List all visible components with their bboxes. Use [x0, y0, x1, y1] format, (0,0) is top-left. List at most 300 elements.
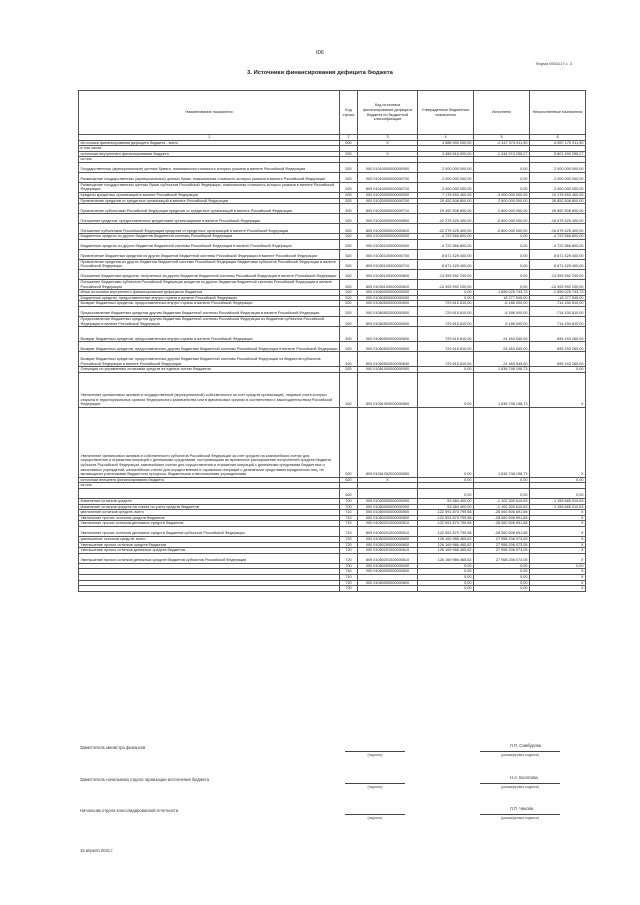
row-line-code: 520 [340, 172, 358, 182]
signature-caption: (подпись) [367, 816, 383, 820]
row-unexecuted: Х [530, 372, 586, 407]
row-approved: 53 384 400,00 [418, 498, 474, 504]
table-row [79, 214, 586, 224]
row-executed: -5 600 000 000,00 [474, 224, 530, 234]
row-indicator-name: Уменьшение прочих остатков средств бюджетов [79, 542, 340, 548]
row-source-code: 000 01020000000000000 [358, 193, 418, 199]
signature-caption: (подпись) [367, 785, 383, 789]
table-row [79, 172, 586, 182]
name-line [480, 751, 560, 752]
row-indicator-name: Привлечение бюджетных кредитов из других бюджетов бюджетной системы Российской Федерации в валюте Российской Федерации [79, 249, 340, 259]
row-executed: 0,00 [474, 488, 530, 498]
row-indicator-name: Погашение кредитов, предоставленных кредитными организациями в валюте Российской Федерации [79, 214, 340, 224]
name-line [480, 783, 560, 784]
column-number: 4 [418, 135, 474, 141]
row-line-code: 520 [340, 352, 358, 367]
row-unexecuted: 2 000 000 000,00 [530, 172, 586, 182]
row-executed: 0,00 [474, 249, 530, 259]
row-source-code: 000 01050201000000610 [358, 548, 418, 554]
row-source-code: Х [358, 151, 418, 157]
financing-sources-table [78, 90, 586, 592]
row-approved: -122 591 870 799,58 [418, 515, 474, 521]
row-approved: -729 615 810,00 [418, 307, 474, 317]
row-indicator-name: Бюджетные кредиты из других бюджетов бюджетной системы Российской Федерации [79, 234, 340, 240]
row-approved: 0,00 [418, 477, 474, 483]
row-executed: 6 186 000,00 [474, 317, 530, 327]
row-unexecuted: 695 153 265,00 [530, 352, 586, 367]
row-indicator-name: Изменение остатков средств [79, 498, 340, 504]
row-approved: 729 615 810,00 [418, 352, 474, 367]
row-line-code: 520 [340, 198, 358, 204]
row-source-code: 809 01050201020000510 [358, 526, 418, 536]
row-executed: -5 600 000 000,00 [474, 214, 530, 224]
row-approved: -122 591 870 799,58 [418, 526, 474, 536]
row-indicator-name: Предоставление бюджетных кредитов другим бюджетам бюджетной системы Российской Федерации из бюджетов субъектов Российской Федерации в валюте Российской Федерации [79, 317, 340, 327]
row-unexecuted: -13 393 992 200,00 [530, 270, 586, 280]
row-indicator-name: Размещение государственных ценных бумаг субъектов Российской Федерации, номинальная стоимость которых указана в валюте Российской Федерации [79, 182, 340, 192]
row-approved: -13 393 992 200,00 [418, 270, 474, 280]
row-executed: -1 344 974 256,27 [474, 151, 530, 157]
row-approved: 0,00 [418, 563, 474, 569]
row-executed: 2 600 000 000,00 [474, 198, 530, 204]
row-indicator-name: Бюджетные кредиты из других бюджетов бюджетной системы Российской Федерации в валюте Российской Федерации [79, 239, 340, 249]
row-unexecuted: 8 671 425 400,00 [530, 259, 586, 269]
row-source-code: 000 01050000000000600 [358, 536, 418, 542]
row-unexecuted: -13 393 992 200,00 [530, 280, 586, 290]
row-approved: -4 722 566 800,00 [418, 234, 474, 240]
row-indicator-name: Возврат бюджетных кредитов, предоставленных внутри страны в валюте Российской Федерации [79, 301, 340, 307]
row-executed: 0,00 [474, 280, 530, 290]
row-source-code: Х [358, 477, 418, 483]
row-unexecuted: Х [530, 515, 586, 521]
row-indicator-name: Предоставление бюджетных кредитов другим бюджетам бюджетной системы Российской Федерации в валюте Российской Федерации [79, 307, 340, 317]
row-approved: 7 176 653 400,00 [418, 193, 474, 199]
row-line-code: 520 [340, 204, 358, 214]
row-unexecuted: 26 852 508 800,00 [530, 204, 586, 214]
row-unexecuted: 2 000 000 000,00 [530, 182, 586, 192]
row-executed: 24 463 545,00 [474, 352, 530, 367]
row-line-code: 710 [340, 521, 358, 527]
row-line-code: 720 [340, 548, 358, 554]
row-source-code: 809 01061003020000550 [358, 372, 418, 407]
name-caption: (расшифровка подписи) [500, 785, 540, 789]
row-line-code: 520 [340, 234, 358, 240]
row-executed: 0,00 [474, 477, 530, 483]
row-source-code: 000 01030000000000000 [358, 234, 418, 240]
row-indicator-name: Возврат бюджетных кредитов, предоставленных другим бюджетам бюджетной системы Российской Федерации из бюджетов субъектов Российской Федерации в валюте Российской Федерации [79, 352, 340, 367]
row-approved: 8 671 425 400,00 [418, 259, 474, 269]
row-executed: 0,00 [474, 270, 530, 280]
row-approved: -122 591 870 799,58 [418, 510, 474, 516]
row-source-code: 000 01060500000000000 [358, 295, 418, 301]
row-executed: 24 463 545,00 [474, 327, 530, 342]
row-executed: 0,00 [474, 162, 530, 172]
row-unexecuted: 0,00 [530, 563, 586, 569]
row-line-code: 520 [340, 214, 358, 224]
row-executed: 0,00 [474, 239, 530, 249]
row-unexecuted: Х [530, 521, 586, 527]
row-source-code: 000 01060502000000600 [358, 342, 418, 352]
row-approved: 8 671 425 400,00 [418, 249, 474, 259]
row-line-code: 700 [340, 563, 358, 569]
table-row [79, 162, 586, 172]
row-indicator-name: Размещение государственных (муниципальных) ценных бумаг, номинальная стоимость которых указана в валюте Российской Федерации [79, 172, 340, 182]
row-source-code: 000 01060500000000600 [358, 301, 418, 307]
form-code: Форма 0503117 с. 3 [535, 61, 572, 66]
table-row [79, 307, 586, 317]
row-unexecuted: Х [530, 536, 586, 542]
row-line-code: 720 [340, 542, 358, 548]
header-source-code: Код источника финансирования дефицита бюджета по бюджетной классификации [358, 91, 418, 135]
row-executed: -1 102 300 610,63 [474, 504, 530, 510]
row-approved: 0,00 [418, 574, 474, 580]
row-line-code: 520 [340, 270, 358, 280]
row-line-code: 710 [340, 569, 358, 575]
row-source-code: 000 01060500000000600 [358, 327, 418, 342]
row-executed: -6 186 000,00 [474, 301, 530, 307]
row-line-code: 720 [340, 536, 358, 542]
signature-caption: (подпись) [367, 753, 383, 757]
row-executed: 27 958 206 073,05 [474, 548, 530, 554]
row-approved: 53 384 400,00 [418, 504, 474, 510]
row-unexecuted: -16 675 425 400,00 [530, 224, 586, 234]
row-source-code: 000 01020000000000700 [358, 198, 418, 204]
row-approved: 0,00 [418, 295, 474, 301]
row-indicator-name: уменьшение остатков средств, всего [79, 536, 340, 542]
row-unexecuted: -4 722 566 800,00 [530, 234, 586, 240]
row-unexecuted: -18 277 545,00 [530, 295, 586, 301]
row-line-code: 520 [340, 193, 358, 199]
row-indicator-name: Изменение остатков средств на счетах по учету средств бюджетов [79, 504, 340, 510]
row-unexecuted: 6 857 175 911,90 [530, 140, 586, 146]
row-source-code: 809 01030100020000710 [358, 259, 418, 269]
row-unexecuted: Х [530, 574, 586, 580]
row-source-code [358, 488, 418, 498]
row-approved: 2 000 000 000,00 [418, 172, 474, 182]
row-approved: -122 591 870 799,58 [418, 521, 474, 527]
signatory-name: Н.А. Болотова [510, 775, 538, 780]
row-executed: 0,00 [474, 569, 530, 575]
row-unexecuted: 695 153 265,00 [530, 342, 586, 352]
table-row [79, 182, 586, 192]
row-indicator-name [79, 488, 340, 498]
table-row [79, 352, 586, 367]
row-indicator-name: Государственные (муниципальные) ценные бумаги, номинальная стоимость которых указана в валюте Российской Федерации [79, 162, 340, 172]
row-source-code: 809 01030100020000810 [358, 280, 418, 290]
row-executed: -28 060 506 691,68 [474, 526, 530, 536]
row-indicator-name: Привлечение кредитов из других бюджетов бюджетной системы Российской Федерации бюджетами субъектов Российской Федерации в валюте Российской Федерации [79, 259, 340, 269]
row-source-code: 809 01060502020000540 [358, 317, 418, 327]
row-approved: 0,00 [418, 372, 474, 407]
row-source-code: 000 01010000000000700 [358, 172, 418, 182]
table-row [79, 488, 586, 498]
signatory-title: Заместитель начальника отдела гарнизации исполнения бюджета [80, 777, 210, 782]
row-executed: -2 447 074 911,90 [474, 140, 530, 146]
table-row [79, 239, 586, 249]
row-source-code [358, 586, 418, 592]
row-line-code: 620 [340, 488, 358, 498]
row-unexecuted: Х [530, 553, 586, 563]
row-unexecuted: 8 671 425 400,00 [530, 249, 586, 259]
row-approved: 0,00 [418, 580, 474, 586]
row-indicator-name: в том числе: [79, 146, 340, 152]
column-number: 3 [358, 135, 418, 141]
row-executed: 0,00 [474, 234, 530, 240]
row-source-code: 000 01060000000000000 [358, 290, 418, 296]
table-row [79, 342, 586, 352]
row-line-code: 520 [340, 224, 358, 234]
row-source-code: 000 01060000000000600 [358, 580, 418, 586]
row-approved: 2 000 000 000,00 [418, 162, 474, 172]
row-line-code: 720 [340, 553, 358, 563]
row-executed: 27 958 206 073,05 [474, 553, 530, 563]
row-approved: 4 456 516 000,00 [418, 151, 474, 157]
table-row [79, 270, 586, 280]
row-line-code: 710 [340, 515, 358, 521]
row-source-code: 809 01020000020000810 [358, 224, 418, 234]
name-caption: (расшифровка подписи) [500, 753, 540, 757]
row-approved: 126 169 986 465,62 [418, 553, 474, 563]
row-indicator-name: из них: [79, 483, 340, 489]
signature-line [345, 783, 405, 784]
row-indicator-name: Погашение бюджетами субъектов Российской Федерации кредитов из других бюджетов бюджетной системы Российской Федерации в валюте Российской Федерации [79, 280, 340, 290]
table-row [79, 204, 586, 214]
row-line-code: 520 [340, 407, 358, 477]
table-row [79, 259, 586, 269]
page-number: t06 [316, 50, 324, 56]
row-source-code: 000 01050200000000600 [358, 542, 418, 548]
row-line-code: 520 [340, 151, 358, 157]
row-line-code: 710 [340, 526, 358, 536]
row-line-code: 520 [340, 367, 358, 373]
row-unexecuted: 0,00 [530, 367, 586, 373]
row-executed: 1 636 748 198,73 [474, 407, 530, 477]
row-unexecuted: 1 155 685 010,63 [530, 504, 586, 510]
row-approved: -22 275 425 400,00 [418, 224, 474, 234]
row-indicator-name: Увеличение прочих остатков денежных средств бюджетов [79, 521, 340, 527]
table-header-row [79, 91, 586, 135]
row-executed: 24 463 545,00 [474, 342, 530, 352]
row-line-code: 620 [340, 477, 358, 483]
table-row [79, 407, 586, 477]
row-unexecuted: -4 722 566 800,00 [530, 239, 586, 249]
row-unexecuted: -16 675 425 400,00 [530, 214, 586, 224]
row-executed: -6 186 000,00 [474, 307, 530, 317]
section-title: 3. Источники финансирования дефицита бюджета [247, 70, 393, 76]
row-line-code: 720 [340, 580, 358, 586]
column-number: 2 [340, 135, 358, 141]
row-executed: -28 060 506 691,68 [474, 521, 530, 527]
row-source-code: 000 01030100000000700 [358, 249, 418, 259]
row-executed: 0,00 [474, 172, 530, 182]
row-executed: 18 277 545,00 [474, 295, 530, 301]
row-indicator-name: Уменьшение прочих остатков денежных средств бюджетов [79, 548, 340, 554]
row-executed: 0,00 [474, 574, 530, 580]
row-indicator-name: Увеличение прочих остатков денежных средств бюджетов субъектов Российской Федерации [79, 526, 340, 536]
row-unexecuted: 714 430 810,00 [530, 317, 586, 327]
row-line-code: 710 [340, 510, 358, 516]
row-indicator-name: увеличение остатков средств, всего [79, 510, 340, 516]
row-indicator-name: Иные источники внутреннего финансирования дефицитов бюджетов [79, 290, 340, 296]
row-approved: 0,00 [418, 407, 474, 477]
row-source-code: 000 01050000000000500 [358, 510, 418, 516]
row-source-code: 000 01050200000000500 [358, 515, 418, 521]
row-source-code: 000 01030100000000800 [358, 270, 418, 280]
row-line-code: 500 [340, 140, 358, 146]
table-row [79, 586, 586, 592]
row-approved: 4 588 900 000,00 [418, 140, 474, 146]
row-indicator-name: Бюджетные кредиты, предоставленные внутри страны в валюте Российской Федерации [79, 295, 340, 301]
row-approved: 0,00 [418, 367, 474, 373]
row-unexecuted: 0,00 [530, 488, 586, 498]
row-approved: 29 452 508 800,00 [418, 198, 474, 204]
row-approved: -4 722 566 800,00 [418, 239, 474, 249]
row-indicator-name: Уменьшение прочих остатков денежных средств бюджетов субъектов Российской Федерации [79, 553, 340, 563]
row-unexecuted: -1 655 025 743,73 [530, 290, 586, 296]
row-executed: -28 060 506 691,68 [474, 510, 530, 516]
row-executed: -3 000 000 000,00 [474, 193, 530, 199]
row-source-code: 000 01000000000000000 [358, 498, 418, 504]
row-unexecuted: Х [530, 569, 586, 575]
row-approved: 0,00 [418, 488, 474, 498]
row-unexecuted: Х [530, 526, 586, 536]
signature-line [345, 814, 405, 815]
row-line-code: 520 [340, 342, 358, 352]
row-approved: 126 169 986 465,62 [418, 548, 474, 554]
table-row [79, 224, 586, 234]
table-body [79, 140, 586, 591]
row-line-code: 520 [340, 290, 358, 296]
row-indicator-name: Привлечение субъектами Российской Федерации кредитов от кредитных организаций в валюте Российской Федерации [79, 204, 340, 214]
row-indicator-name: из них: [79, 157, 340, 163]
row-executed: 2 600 000 000,00 [474, 204, 530, 214]
row-unexecuted: Х [530, 407, 586, 477]
row-approved: 729 615 810,00 [418, 317, 474, 327]
row-indicator-name: источники внешнего финансирования бюджета [79, 477, 340, 483]
row-source-code: 000 01060000000000500 [358, 569, 418, 575]
row-executed: 27 958 206 073,05 [474, 536, 530, 542]
row-executed: 0,00 [474, 580, 530, 586]
row-unexecuted: Х [530, 548, 586, 554]
row-executed: -1 102 300 610,63 [474, 498, 530, 504]
row-unexecuted: -714 430 810,00 [530, 307, 586, 317]
row-approved: 729 615 810,00 [418, 301, 474, 307]
column-number: 1 [79, 135, 340, 141]
row-line-code: 520 [340, 239, 358, 249]
row-unexecuted: Х [530, 542, 586, 548]
signatory-name: Л.П. Самбурова [510, 743, 541, 748]
row-unexecuted: 10 176 653 400,00 [530, 193, 586, 199]
row-indicator-name: Кредиты кредитных организаций в валюте Российской Федерации [79, 193, 340, 199]
row-source-code: 000 01020000000000800 [358, 214, 418, 224]
row-line-code: 720 [340, 586, 358, 592]
row-source-code: Х [358, 140, 418, 146]
table-row [79, 327, 586, 342]
row-source-code: 809 01020000020000710 [358, 204, 418, 214]
row-approved: 29 452 508 800,00 [418, 204, 474, 214]
row-indicator-name: Увеличение финансовых активов в собственности субъектов Российской Федерации за счет средств на казначейских счетах для осуществления и отражения операций с денежными средствами, поступающими во временное распоряжение получателей средств бюджета субъекта Российской Федерации, казначейских счетах для осуществления и отражения операций с денежными средствами бюджетных и автономных учреждений, казначейских счетах для осуществления и отражения операций с денежными средствами юридических лиц, не являющихся участниками бюджетного процесса, бюджетными и автономными учреждениями [79, 407, 340, 477]
signatory-name: Л.П. Чакова [510, 806, 534, 811]
row-indicator-name: Источники финансирования дефицита бюджета - всего [79, 140, 340, 146]
row-source-code: 000 01060502000000500 [358, 307, 418, 317]
row-unexecuted: 5 801 490 256,27 [530, 151, 586, 157]
row-line-code: 520 [340, 280, 358, 290]
header-approved: Утвержденные бюджетные назначения [418, 91, 474, 135]
row-line-code: 520 [340, 317, 358, 327]
row-line-code: 520 [340, 327, 358, 342]
header-line-code: Код строки [340, 91, 358, 135]
row-approved: 2 000 000 000,00 [418, 182, 474, 192]
row-executed: 0,00 [474, 259, 530, 269]
row-executed: 1 655 025 743,73 [474, 290, 530, 296]
column-number: 5 [474, 135, 530, 141]
name-line [480, 814, 560, 815]
row-line-code: 520 [340, 295, 358, 301]
table-row [79, 372, 586, 407]
row-source-code: 000 01050000000000000 [358, 504, 418, 510]
row-source-code: 809 01010000020000710 [358, 182, 418, 192]
report-date: 15 апреля 2021 г. [80, 848, 114, 853]
row-line-code: 520 [340, 162, 358, 172]
row-line-code: 700 [340, 504, 358, 510]
row-line-code: 520 [340, 259, 358, 269]
row-source-code: 000 01060000000000000 [358, 563, 418, 569]
row-line-code: 520 [340, 301, 358, 307]
header-executed: Исполнено [474, 91, 530, 135]
header-indicator-name: Наименование показателя [79, 91, 340, 135]
row-approved: 126 169 986 465,62 [418, 542, 474, 548]
row-executed: 27 958 206 073,05 [474, 542, 530, 548]
table-row [79, 249, 586, 259]
signatory-title: Заместитель министра финансов [80, 745, 146, 750]
row-source-code: 000 01050201000000510 [358, 521, 418, 527]
row-line-code: 520 [340, 372, 358, 407]
signatory-title: Начальник отдела консолидированной отчетности [80, 808, 179, 813]
row-unexecuted: 695 153 265,00 [530, 327, 586, 342]
row-executed: 0,00 [474, 182, 530, 192]
table-row [79, 526, 586, 536]
row-approved: 0,00 [418, 569, 474, 575]
row-unexecuted: Х [530, 580, 586, 586]
row-approved: 126 169 986 465,62 [418, 536, 474, 542]
row-line-code: 520 [340, 307, 358, 317]
table-row [79, 317, 586, 327]
row-executed: 1 636 748 198,73 [474, 367, 530, 373]
row-line-code: 710 [340, 574, 358, 580]
row-indicator-name [79, 586, 340, 592]
row-indicator-name: Увеличение прочих остатков средств бюджетов [79, 515, 340, 521]
signature-line [345, 751, 405, 752]
row-indicator-name: источники внутреннего финансирования бюджета [79, 151, 340, 157]
row-unexecuted: 26 852 508 800,00 [530, 198, 586, 204]
row-line-code: 520 [340, 249, 358, 259]
row-source-code: 000 01030100000000000 [358, 239, 418, 249]
row-source-code: 000 01061000000000000 [358, 367, 418, 373]
row-indicator-name: Погашение бюджетных кредитов, полученных из других бюджетов бюджетной системы Российской Федерации в валюте Российской Федерации [79, 270, 340, 280]
row-unexecuted: Х [530, 586, 586, 592]
row-executed: -28 060 506 691,68 [474, 515, 530, 521]
row-approved: 729 615 810,00 [418, 342, 474, 352]
row-approved: -22 275 425 400,00 [418, 214, 474, 224]
row-unexecuted: Х [530, 510, 586, 516]
row-source-code: 809 01050201020000610 [358, 553, 418, 563]
name-caption: (расшифровка подписи) [500, 816, 540, 820]
row-source-code: 809 01061002020000550 [358, 407, 418, 477]
row-executed: 1 636 748 198,73 [474, 372, 530, 407]
table-row [79, 280, 586, 290]
row-indicator-name: Операции по управлению остатками средств на единых счетах бюджетов [79, 367, 340, 373]
row-indicator-name: Увеличение финансовых активов в государственной (муниципальной) собственности за счет средств организаций, лицевые счета которых открыты в территориальных органах Федерального казначейства или в финансовых органах в соответствии с законодательством Российской Федерации [79, 372, 340, 407]
